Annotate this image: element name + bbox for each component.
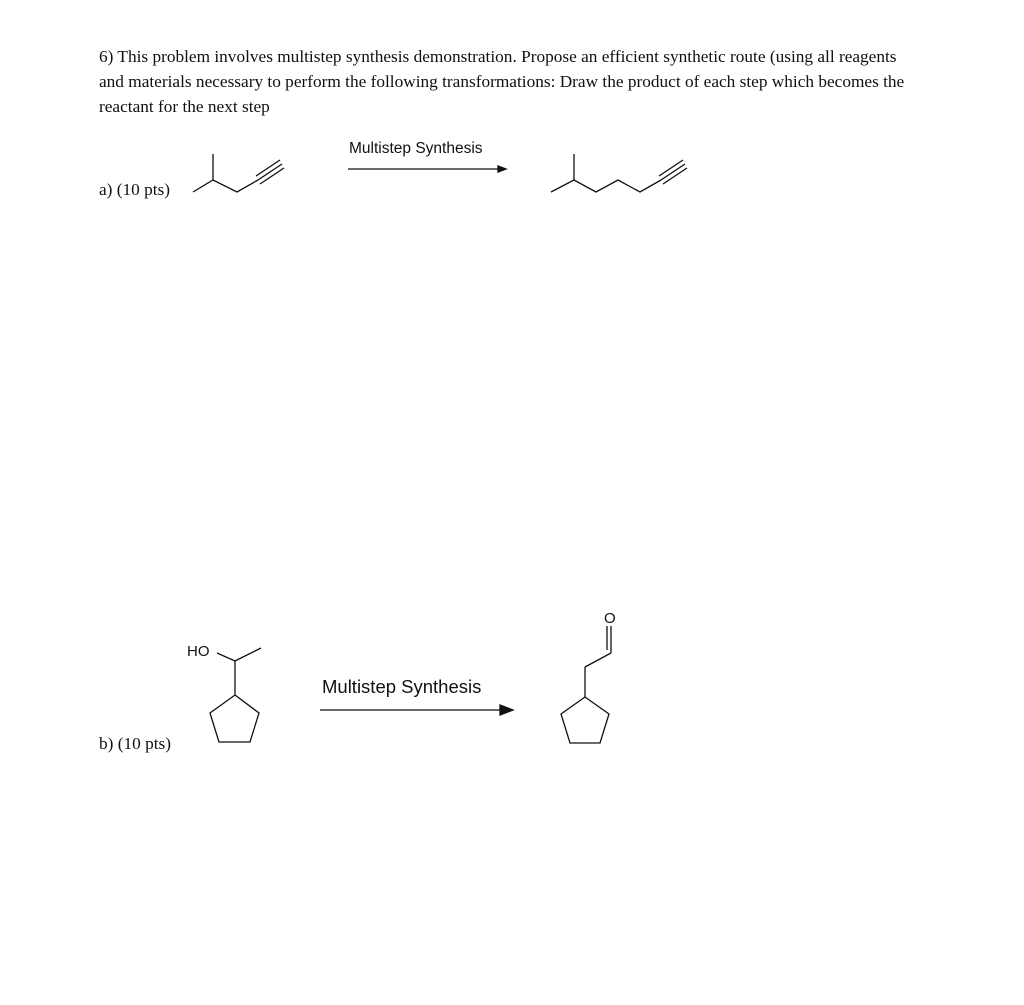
part-b-arrow (320, 705, 513, 715)
carbonyl-oxygen-label: O (604, 610, 616, 627)
part-a-reactant-structure (193, 154, 284, 192)
part-b-arrow-label: Multistep Synthesis (322, 676, 482, 697)
part-b-product-structure (561, 626, 611, 743)
part-a-label: a) (10 pts) (99, 180, 171, 199)
question-text: 6) This problem involves multistep synthesis demonstration. Propose an efficient synthetic route (using all reagents and materials necessary to perform the following transformations: Draw the product of each step which becomes the reactant for the next step (99, 47, 905, 116)
part-b-reactant-structure (210, 648, 261, 742)
part-a-arrow-label: Multistep Synthesis (349, 140, 483, 157)
hydroxyl-label: HO (187, 643, 210, 660)
part-b-label: b) (10 pts) (99, 734, 171, 753)
part-a-product-structure (551, 154, 687, 192)
part-a-arrow (348, 166, 506, 172)
